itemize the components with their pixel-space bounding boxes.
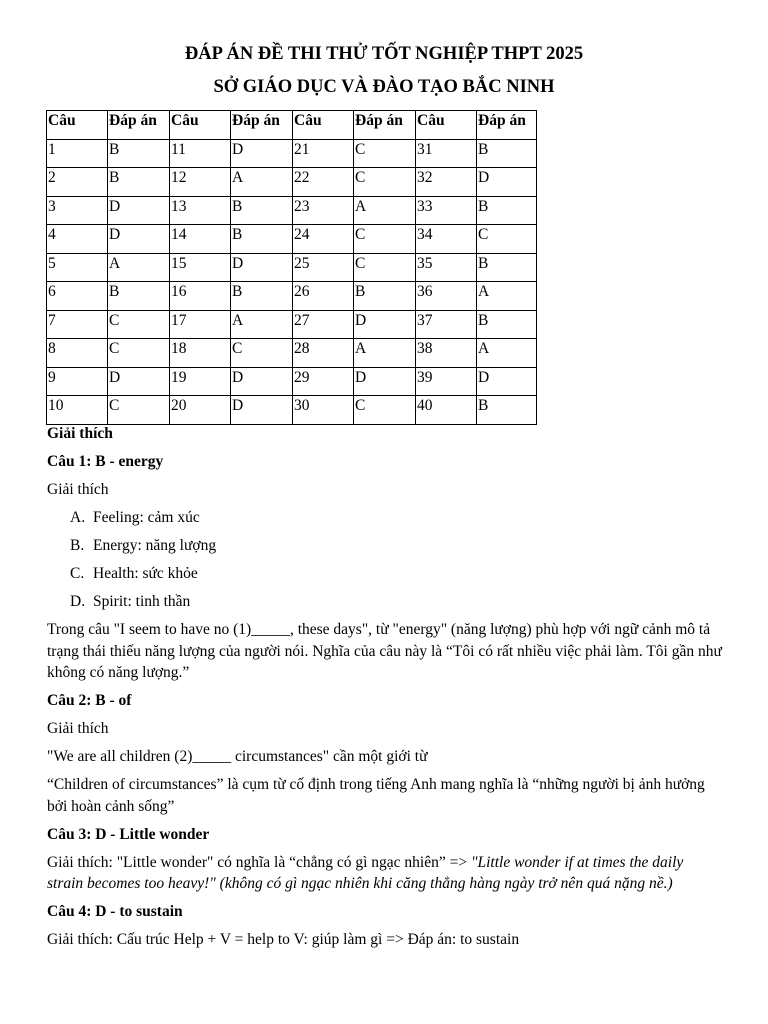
question-number-cell: 10 [47,396,108,425]
answer-cell: A [231,168,293,197]
question-number-cell: 12 [170,168,231,197]
answer-cell: D [108,367,170,396]
question-number-cell: 18 [170,339,231,368]
table-header-row [47,111,537,140]
answer-cell: A [477,339,537,368]
answer-cell: D [477,168,537,197]
answer-cell: A [477,282,537,311]
document-title: ĐÁP ÁN ĐỀ THI THỬ TỐT NGHIỆP THPT 2025 [184,44,584,64]
question-number-cell: 24 [293,225,354,254]
question-2-line-2: “Children of circumstances” là cụm từ cố định trong tiếng Anh mang nghĩa là “những người bị ảnh hưởng bởi hoàn cảnh sống” [47,776,705,815]
answer-cell: D [477,367,537,396]
question-number-cell: 31 [416,139,477,168]
question-3-quote: "Little wonder if at times the daily strain becomes too heavy!" (không có gì ngạc nhiên khi căng thẳng hàng ngày trở nên quá nặng nề.) [47,853,684,892]
answer-cell: B [108,168,170,197]
question-number-cell: 34 [416,225,477,254]
answer-cell: B [477,196,537,225]
table-row [47,282,537,311]
question-number-cell: 1 [47,139,108,168]
answer-cell: B [108,282,170,311]
question-number-cell: 20 [170,396,231,425]
header-cell: Đáp án [108,111,170,140]
answer-cell: B [477,253,537,282]
answer-cell: C [354,139,416,168]
question-1-label: Giải thích [47,481,109,498]
header-cell: Đáp án [231,111,293,140]
header-cell: Đáp án [354,111,416,140]
question-number-cell: 14 [170,225,231,254]
question-number-cell: 8 [47,339,108,368]
answer-cell: C [108,396,170,425]
question-1-options [47,507,722,613]
question-number-cell: 5 [47,253,108,282]
option-letter: B. [70,537,85,554]
question-number-cell: 40 [416,396,477,425]
question-number-cell: 25 [293,253,354,282]
answer-cell: A [354,196,416,225]
question-number-cell: 28 [293,339,354,368]
option-text: Energy: năng lượng [93,537,217,554]
question-number-cell: 36 [416,282,477,311]
question-number-cell: 26 [293,282,354,311]
table-row [47,396,537,425]
option-text: Health: sức khỏe [93,565,198,582]
question-number-cell: 37 [416,310,477,339]
table-row [47,339,537,368]
table-row [47,168,537,197]
answer-cell: D [354,310,416,339]
question-number-cell: 30 [293,396,354,425]
answer-cell: D [231,139,293,168]
table-row [47,367,537,396]
answer-cell: B [477,310,537,339]
question-number-cell: 13 [170,196,231,225]
question-1-explanation: Trong câu "I seem to have no (1)_____, these days", từ "energy" (năng lượng) phù hợp với ngữ cảnh mô tả trạng thái thiếu năng lượng của người nói. Nghĩa của câu này là “Tôi có rất nhiều việc phải làm. Tôi gần như không có năng lượng.” [47,621,722,681]
answer-cell: C [108,310,170,339]
question-number-cell: 32 [416,168,477,197]
question-number-cell: 35 [416,253,477,282]
answer-cell: B [354,282,416,311]
question-number-cell: 22 [293,168,354,197]
table-row [47,139,537,168]
answer-cell: B [477,396,537,425]
answer-cell: B [231,196,293,225]
question-3-text: Giải thích: "Little wonder" có nghĩa là “chẳng có gì ngạc nhiên” => [47,853,471,871]
answer-cell: B [477,139,537,168]
question-number-cell: 15 [170,253,231,282]
question-number-cell: 11 [170,139,231,168]
question-4-heading: Câu 4: D - to sustain [47,903,183,920]
question-4-explanation: Giải thích: Cấu trúc Help + V = help to V: giúp làm gì => Đáp án: to sustain [47,931,520,948]
header-cell: Đáp án [477,111,537,140]
question-3-heading: Câu 3: D - Little wonder [47,825,210,843]
option-text: Spirit: tinh thần [93,593,191,610]
answer-cell: C [354,253,416,282]
question-number-cell: 6 [47,282,108,311]
answer-cell: B [231,225,293,254]
table-row [47,253,537,282]
answer-cell: A [108,253,170,282]
answer-cell: C [108,339,170,368]
question-number-cell: 29 [293,367,354,396]
answer-cell: C [354,225,416,254]
option-text: Feeling: cảm xúc [93,509,200,526]
question-number-cell: 2 [47,168,108,197]
option-item [70,563,722,585]
header-cell: Câu [170,111,231,140]
question-number-cell: 38 [416,339,477,368]
question-3-explanation [47,852,722,895]
answer-cell: D [231,396,293,425]
answer-cell: C [354,396,416,425]
section-heading: Giải thích [47,425,113,442]
answer-cell: B [231,282,293,311]
answer-cell: C [354,168,416,197]
answer-key-table [46,110,537,425]
answer-cell: D [108,225,170,254]
option-letter: C. [70,565,85,582]
answer-cell: A [354,339,416,368]
answer-cell: D [231,367,293,396]
question-number-cell: 17 [170,310,231,339]
question-number-cell: 39 [416,367,477,396]
header-cell: Câu [416,111,477,140]
question-number-cell: 16 [170,282,231,311]
answer-cell: C [231,339,293,368]
option-letter: D. [70,593,86,610]
question-number-cell: 23 [293,196,354,225]
question-number-cell: 21 [293,139,354,168]
question-2-label: Giải thích [47,720,109,737]
question-2-heading: Câu 2: B - of [47,692,132,709]
answer-cell: A [231,310,293,339]
answer-cell: C [477,225,537,254]
option-item [70,591,722,613]
question-number-cell: 7 [47,310,108,339]
answer-cell: D [108,196,170,225]
table-row [47,310,537,339]
question-number-cell: 4 [47,225,108,254]
question-number-cell: 33 [416,196,477,225]
option-item [70,535,722,557]
answer-cell: D [231,253,293,282]
question-2-line-1: "We are all children (2)_____ circumstances" cần một giới từ [47,748,428,765]
question-number-cell: 9 [47,367,108,396]
question-number-cell: 3 [47,196,108,225]
option-letter: A. [70,509,86,526]
document-subtitle: SỞ GIÁO DỤC VÀ ĐÀO TẠO BẮC NINH [213,77,555,97]
table-row [47,196,537,225]
question-number-cell: 19 [170,367,231,396]
question-number-cell: 27 [293,310,354,339]
header-cell: Câu [47,111,108,140]
table-row [47,225,537,254]
explanation-section [47,423,722,957]
answer-cell: B [108,139,170,168]
question-1-heading: Câu 1: B - energy [47,453,164,470]
answer-cell: D [354,367,416,396]
header-cell: Câu [293,111,354,140]
option-item [70,507,722,529]
